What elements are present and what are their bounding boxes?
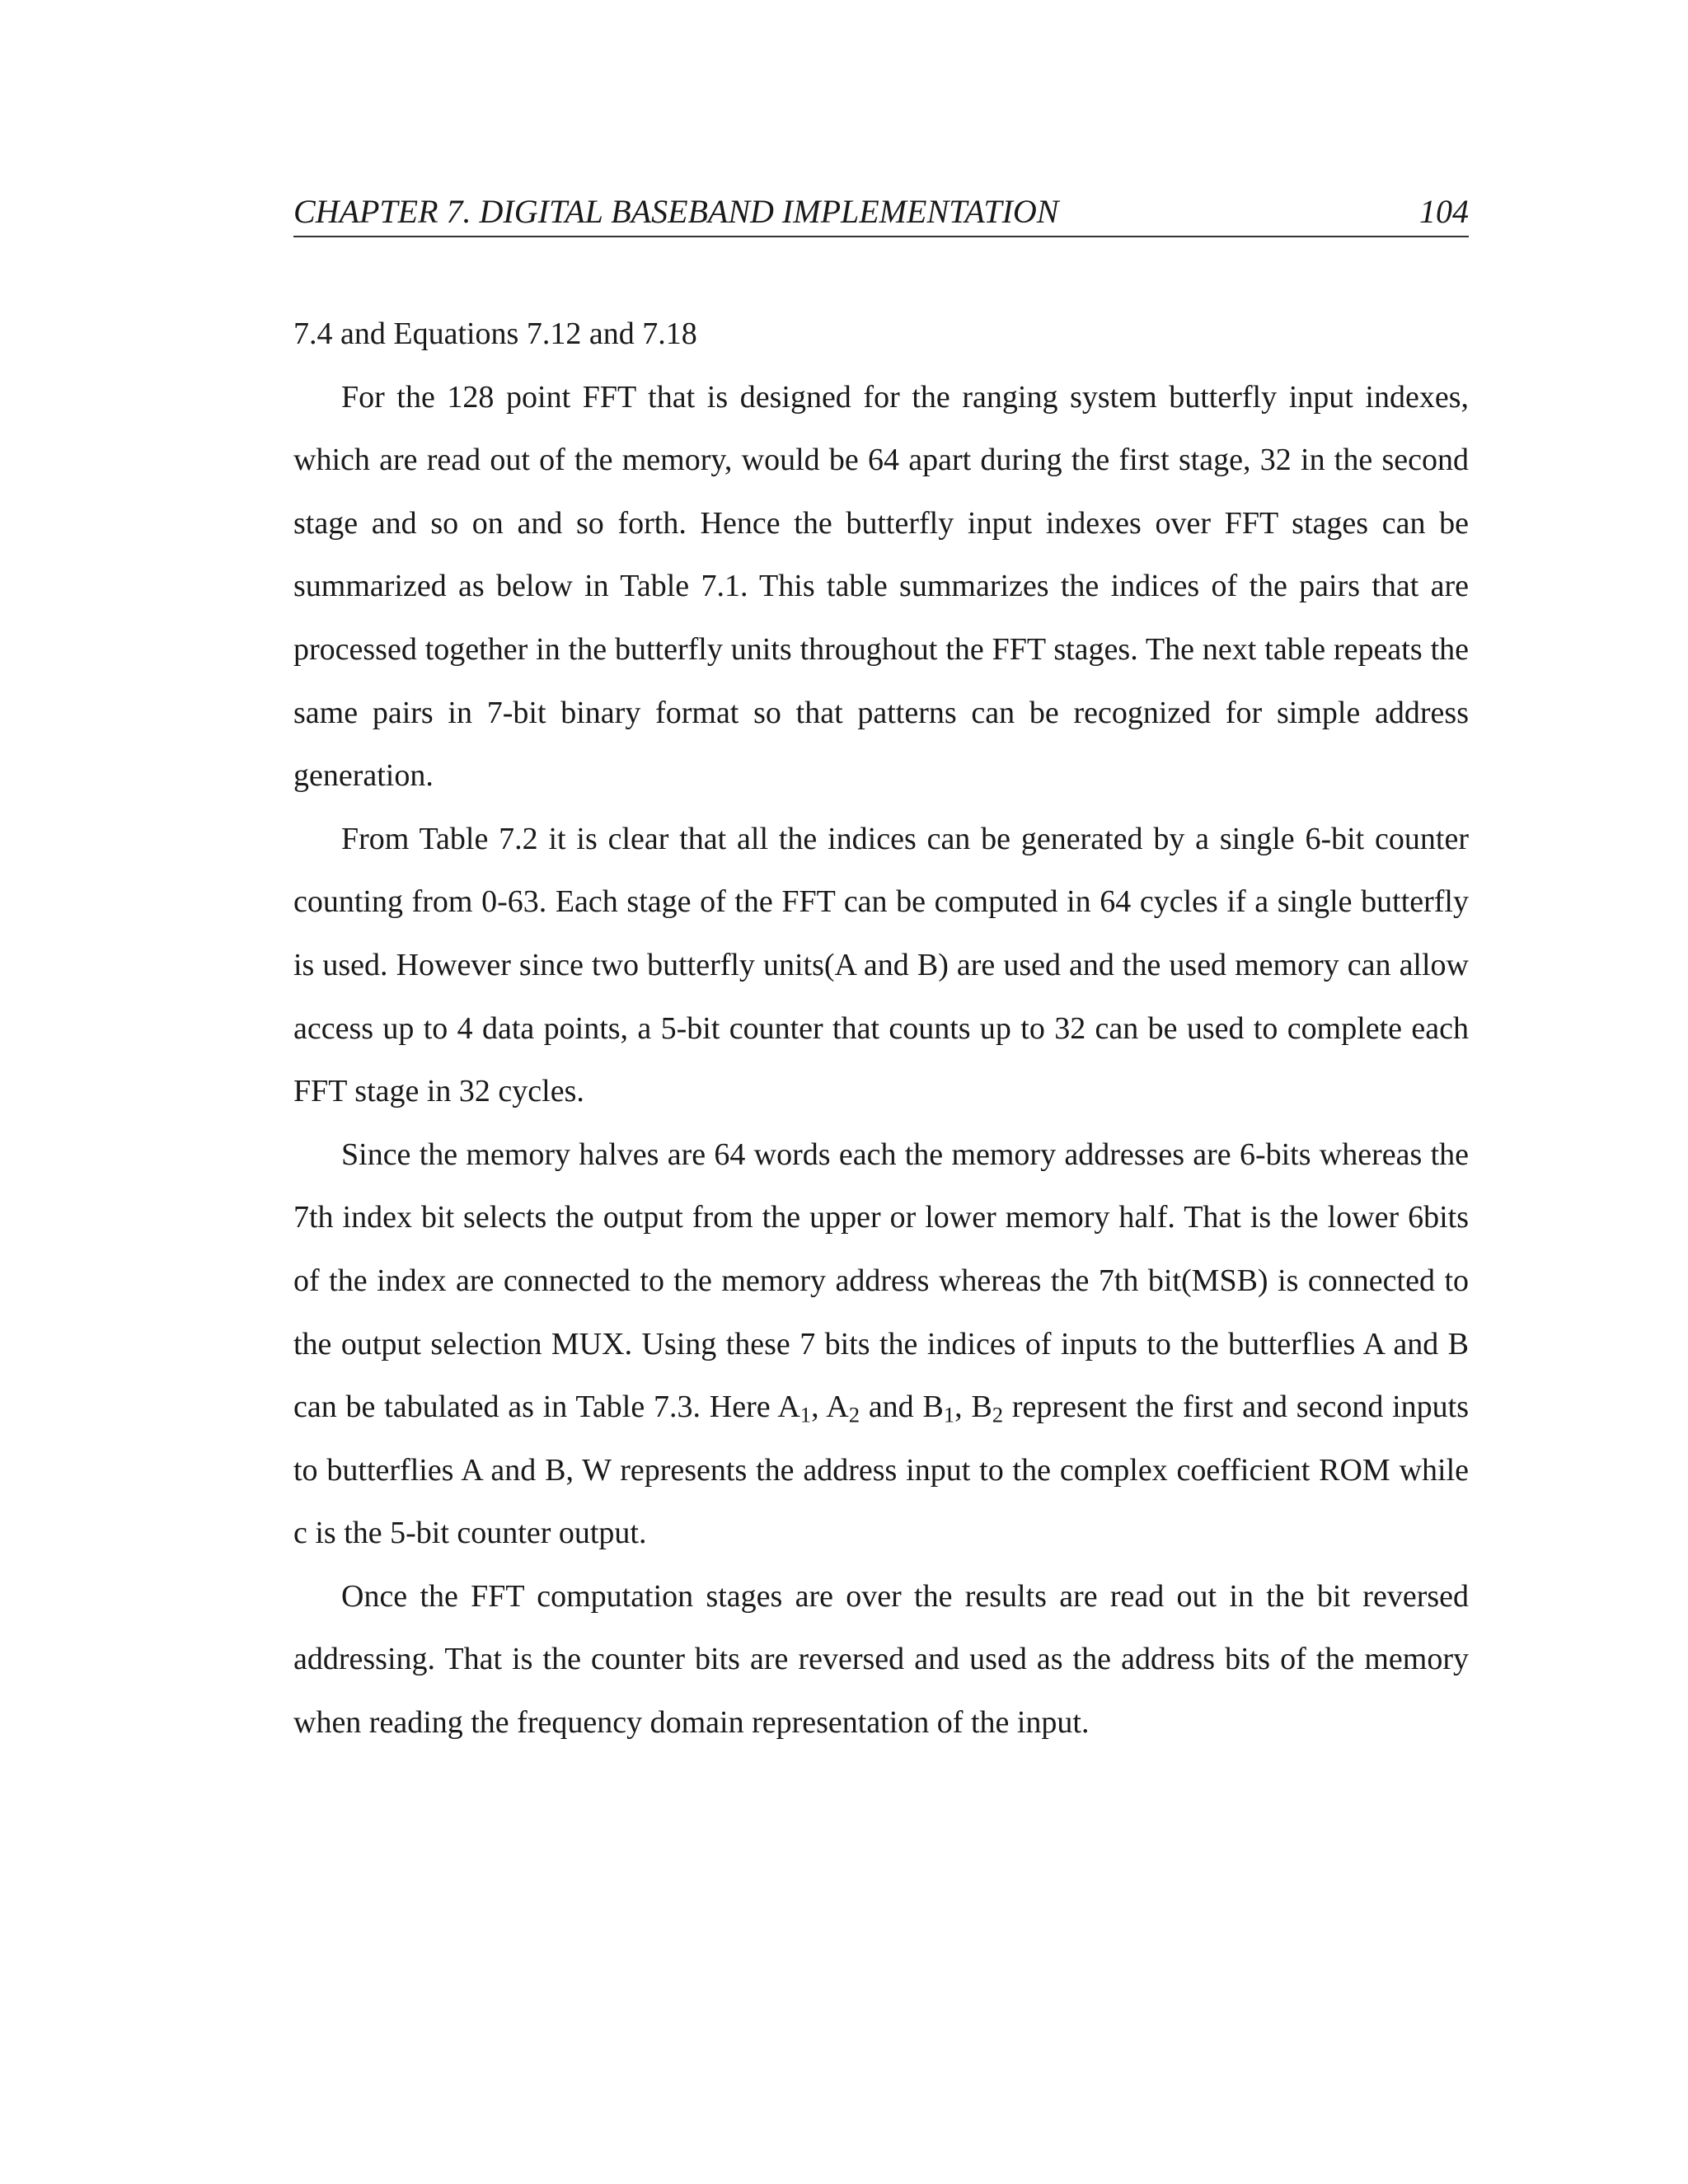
paragraph-memory-halves-text: Since the memory halves are 64 words each the memory addresses are 6-bits whereas the 7th index bit selects the output from the upper or lower memory half. That is the lower 6bits of the index are connected to the memory address whereas the 7th bit(MSB) is connected to the output selection MUX. Using these 7 bits the indices of inputs to the butterflies A and B can be tabulated as in Table 7.3. Here (293, 1137, 1469, 1425)
paragraph-bit-reversed: Once the FFT computation stages are over the results are read out in the bit reversed addressing. That is the counter bits are reversed and used as the address bits of the memory when reading the frequency domain representation of the input. (293, 1578, 1469, 1741)
page-number: 104 (1419, 193, 1469, 230)
body-text (293, 302, 1469, 1755)
paragraph-memory-halves-tail: represent the first and second inputs to butterflies A and B, W represents the address input to the complex coefficient ROM while c is the 5-bit counter output. (293, 1390, 1470, 1551)
math-butterfly-inputs: $A_1$, $A_2$ and $B_1$, $B_2$ (777, 1390, 1004, 1427)
paragraph-continuation: 7.4 and Equations 7.12 and 7.18 (293, 316, 697, 351)
chapter-title: CHAPTER 7. DIGITAL BASEBAND IMPLEMENTATION (293, 193, 1059, 230)
paragraph-fft-indexes: For the 128 point FFT that is designed for the ranging system butterfly input indexes, which are read out of the memory, would be 64 apart during the first stage, 32 in the second stage and so on and so forth. Hence the butterfly input indexes over FFT stages can be summarized as below in Table 7.1. This table summarizes the indices of the pairs that are processed together in the butterfly units throughout the FFT stages. The next table repeats the same pairs in 7-bit binary format so that patterns can be recognized for simple address generation. (293, 379, 1469, 794)
paragraph-counter: From Table 7.2 it is clear that all the indices can be generated by a single 6-bit counter counting from 0-63. Each stage of the FFT can be computed in 64 cycles if a single butterfly is used. However since two butterfly units(A and B) are used and the used memory can allow access up to 4 data points, a 5-bit counter that counts up to 32 can be used to complete each FFT stage in 32 cycles. (293, 821, 1469, 1109)
running-header (293, 191, 1469, 237)
paragraph-memory-halves (293, 1123, 1469, 1565)
